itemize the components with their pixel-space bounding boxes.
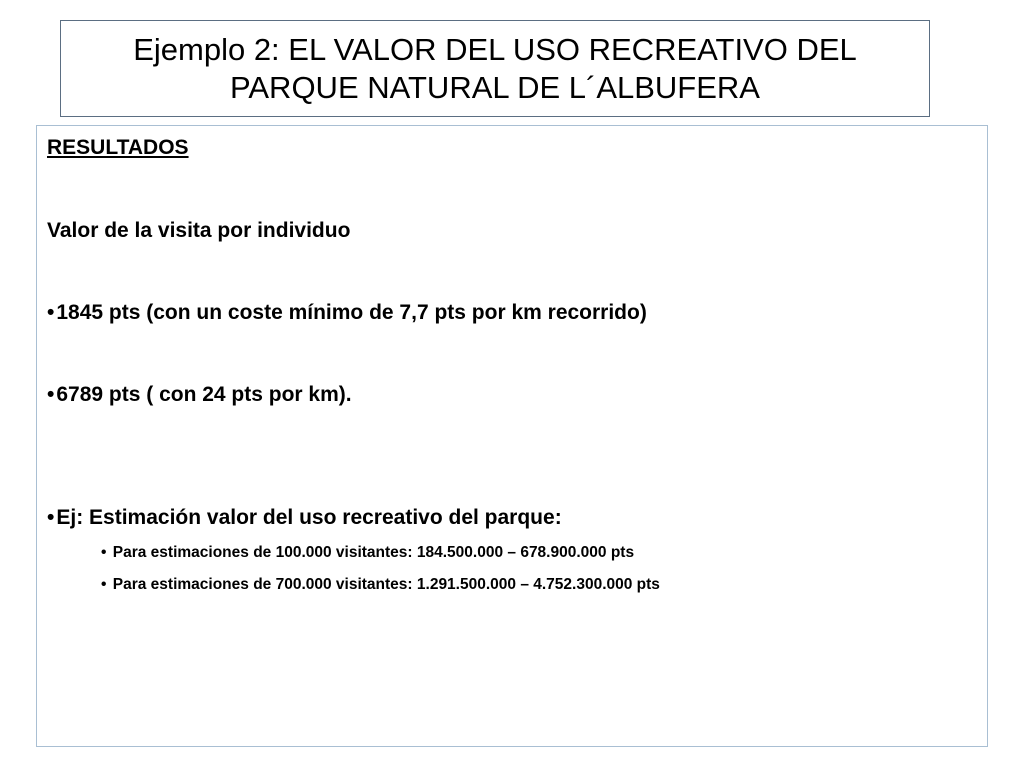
visit-value-subheading: Valor de la visita por individuo	[47, 219, 351, 242]
bullet-glyph: •	[101, 544, 107, 561]
bullet-item	[47, 301, 647, 325]
sub-bullet-text: Para estimaciones de 100.000 visitantes: 184.500.000 – 678.900.000 pts	[112, 544, 635, 561]
title-box	[60, 20, 930, 117]
bullet-text: 6789 pts ( con 24 pts por km).	[56, 383, 352, 406]
slide-title: Ejemplo 2: EL VALOR DEL USO RECREATIVO DEL PARQUE NATURAL DE L´ALBUFERA	[133, 31, 857, 105]
bullet-item	[47, 383, 352, 407]
content-box	[36, 125, 988, 747]
results-heading: RESULTADOS	[47, 136, 189, 159]
bullet-text: Ej: Estimación valor del uso recreativo del parque:	[56, 506, 562, 529]
sub-bullet-item	[101, 576, 660, 594]
bullet-glyph: •	[47, 383, 55, 406]
sub-bullet-item	[101, 544, 634, 562]
sub-bullet-text: Para estimaciones de 700.000 visitantes: 1.291.500.000 – 4.752.300.000 pts	[112, 576, 660, 593]
bullet-glyph: •	[101, 576, 107, 593]
bullet-text: 1845 pts (con un coste mínimo de 7,7 pts por km recorrido)	[56, 301, 647, 324]
bullet-glyph: •	[47, 301, 55, 324]
bullet-glyph: •	[47, 506, 55, 529]
bullet-item	[47, 506, 562, 530]
